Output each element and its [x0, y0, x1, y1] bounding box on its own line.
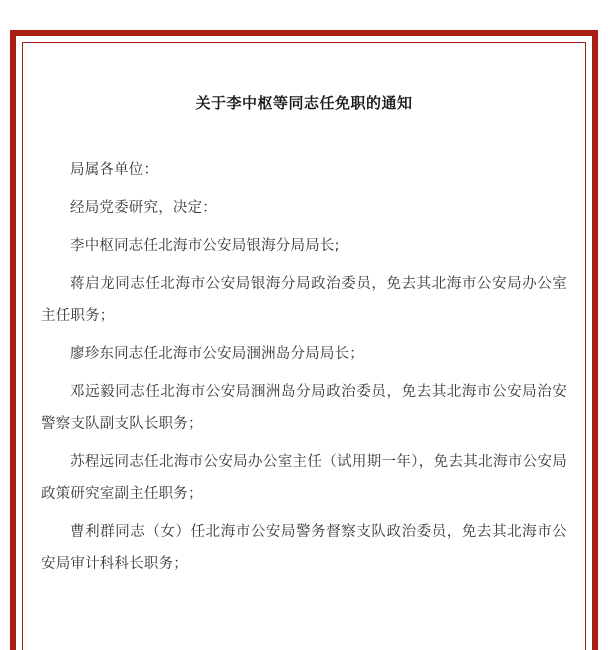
- document-paragraph-list: [41, 154, 567, 580]
- document-paragraph-appointment-6: 曹利群同志（女）任北海市公安局警务督察支队政治委员，免去其北海市公安局审计科科长职务；: [41, 524, 567, 572]
- document-red-frame: [10, 30, 598, 650]
- document-paragraph-appointment-3: 廖珍东同志任北海市公安局涠洲岛分局局长；: [70, 346, 364, 362]
- document-inner-hairline-border: [22, 42, 586, 650]
- document-paragraph-appointment-5: 苏程远同志任北海市公安局办公室主任（试用期一年），免去其北海市公安局政策研究室副主任职务；: [41, 454, 567, 502]
- document-body: [23, 43, 585, 650]
- document-paragraph-appointment-4: 邓远毅同志任北海市公安局涠洲岛分局政治委员，免去其北海市公安局治安警察支队副支队长职务；: [41, 384, 567, 432]
- document-paragraph-appointment-1: 李中枢同志任北海市公安局银海分局局长;: [70, 238, 340, 254]
- document-title: 关于李中枢等同志任免职的通知: [195, 94, 413, 112]
- document-paragraph-preamble: 经局党委研究，决定：: [70, 200, 217, 216]
- document-paragraph-appointment-2: 蒋启龙同志任北海市公安局银海分局政治委员，免去其北海市公安局办公室主任职务；: [41, 276, 567, 324]
- document-paragraph-salutation: 局属各单位：: [70, 162, 159, 178]
